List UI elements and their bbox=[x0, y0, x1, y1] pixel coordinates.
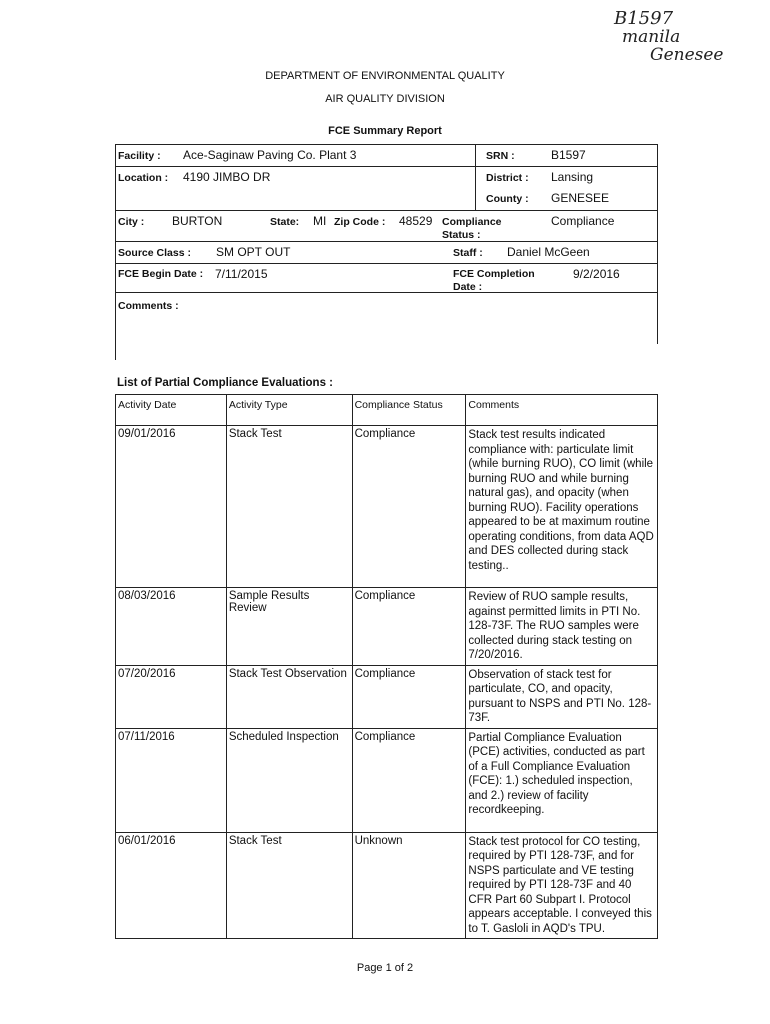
state-label: State: bbox=[270, 216, 300, 228]
department-name: DEPARTMENT OF ENVIRONMENTAL QUALITY bbox=[265, 70, 505, 82]
source-class-label: Source Class : bbox=[118, 247, 191, 259]
srn-value: B1597 bbox=[551, 148, 586, 162]
location-label: Location : bbox=[118, 172, 169, 184]
source-class-value: SM OPT OUT bbox=[216, 245, 291, 259]
compliance-status: Compliance bbox=[352, 588, 466, 666]
compliance-status-label-2: Status : bbox=[442, 229, 481, 241]
activity-type: Stack Test bbox=[226, 832, 352, 939]
compliance-status: Compliance bbox=[352, 728, 466, 832]
activity-date: 07/20/2016 bbox=[116, 665, 227, 728]
city-label: City : bbox=[118, 216, 145, 228]
zip-value: 48529 bbox=[399, 214, 433, 228]
activity-type: Stack Test bbox=[226, 426, 352, 588]
activity-comments: Stack test results indicated compliance with: particulate limit (while burning RUO), CO limit (while burning RUO and while burning natural gas), and opacity (when burning RUO). Facility operations appeared to be at maximum routine operating conditions, from data AQD and DES collected during stack testing.. bbox=[466, 426, 658, 588]
fce-completion-label: FCE Completion bbox=[453, 268, 535, 280]
activity-type: Scheduled Inspection bbox=[226, 728, 352, 832]
county-label: County : bbox=[486, 193, 529, 205]
activity-date: 08/03/2016 bbox=[116, 588, 227, 666]
comments-label: Comments : bbox=[118, 300, 179, 312]
compliance-status-label: Compliance bbox=[442, 216, 502, 228]
handwritten-county: Genesee bbox=[650, 45, 724, 65]
report-title: FCE Summary Report bbox=[328, 125, 442, 137]
column-header-activity-type: Activity Type bbox=[226, 395, 352, 426]
pce-table bbox=[115, 394, 658, 939]
activity-comments: Stack test protocol for CO testing, required by PTI 128-73F, and for NSPS particulate and VE testing required by PTI 128-73F and 40 CFR Part 60 Subpart I. Protocol appears acceptable. I conveyed this to T. Gasloli in AQD's TPU. bbox=[466, 832, 658, 939]
zip-label: Zip Code : bbox=[334, 216, 386, 228]
location-value: 4190 JIMBO DR bbox=[183, 170, 271, 184]
county-value: GENESEE bbox=[551, 191, 610, 205]
compliance-status: Compliance bbox=[352, 665, 466, 728]
activity-type: Sample Results Review bbox=[226, 588, 352, 666]
facility-label: Facility : bbox=[118, 150, 161, 162]
activity-date: 07/11/2016 bbox=[116, 728, 227, 832]
activity-comments: Review of RUO sample results, against permitted limits in PTI No. 128-73F. The RUO samples were collected during stack testing on 7/20/2016. bbox=[466, 588, 658, 666]
table-row bbox=[116, 728, 658, 832]
table-row bbox=[116, 832, 658, 939]
facility-value: Ace-Saginaw Paving Co. Plant 3 bbox=[183, 148, 357, 162]
district-label: District : bbox=[486, 172, 529, 184]
pce-list-title: List of Partial Compliance Evaluations : bbox=[117, 377, 333, 389]
district-value: Lansing bbox=[551, 170, 594, 184]
activity-date: 06/01/2016 bbox=[116, 832, 227, 939]
table-row bbox=[116, 665, 658, 728]
activity-date: 09/01/2016 bbox=[116, 426, 227, 588]
column-header-activity-date: Activity Date bbox=[116, 395, 227, 426]
division-name: AIR QUALITY DIVISION bbox=[325, 93, 445, 105]
activity-comments: Observation of stack test for particulate, CO, and opacity, pursuant to NSPS and PTI No. 128-73F. bbox=[466, 665, 658, 728]
activity-type: Stack Test Observation bbox=[226, 665, 352, 728]
srn-label: SRN : bbox=[486, 150, 515, 162]
pce-header-row bbox=[116, 395, 658, 426]
fce-completion-label-2: Date : bbox=[453, 281, 483, 293]
city-value: BURTON bbox=[172, 214, 223, 228]
column-header-compliance-status: Compliance Status bbox=[352, 395, 466, 426]
compliance-status: Unknown bbox=[352, 832, 466, 939]
activity-comments: Partial Compliance Evaluation (PCE) activities, conducted as part of a Full Compliance Evaluation (FCE): 1.) scheduled inspection, and 2.) review of facility recordkeeping. bbox=[466, 728, 658, 832]
staff-value: Daniel McGeen bbox=[507, 245, 590, 259]
fce-begin-value: 7/11/2015 bbox=[215, 267, 268, 281]
compliance-status-value: Compliance bbox=[551, 214, 615, 228]
table-row bbox=[116, 426, 658, 588]
state-value: MI bbox=[313, 214, 327, 228]
handwritten-note: manila bbox=[622, 27, 681, 47]
compliance-status: Compliance bbox=[352, 426, 466, 588]
page-number: Page 1 of 2 bbox=[356, 962, 414, 974]
table-row bbox=[116, 588, 658, 666]
fce-begin-label: FCE Begin Date : bbox=[118, 268, 204, 280]
staff-label: Staff : bbox=[453, 247, 483, 259]
column-header-comments: Comments bbox=[466, 395, 658, 426]
fce-completion-value: 9/2/2016 bbox=[573, 267, 620, 281]
handwritten-srn: B1597 bbox=[614, 8, 674, 29]
